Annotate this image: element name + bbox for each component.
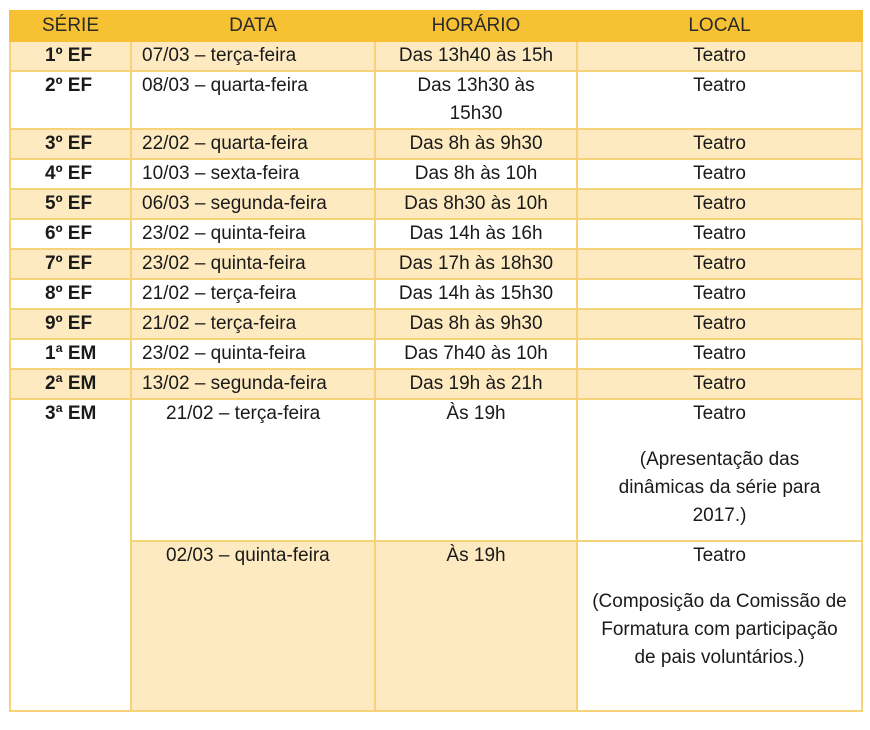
table-row-3em-second	[10, 541, 862, 711]
cell-horario: Às 19h	[375, 541, 577, 711]
cell-local: Teatro	[577, 279, 862, 309]
local-label: Teatro	[693, 403, 746, 424]
cell-data: 07/03 – terça-feira	[131, 41, 375, 71]
cell-local: Teatro	[577, 219, 862, 249]
cell-local: Teatro	[577, 309, 862, 339]
cell-serie: 6º EF	[10, 219, 131, 249]
cell-local: Teatro	[577, 249, 862, 279]
table-row-3em-first	[10, 399, 862, 541]
cell-data: 21/02 – terça-feira	[131, 279, 375, 309]
cell-horario: Das 8h às 9h30	[375, 129, 577, 159]
table-row	[10, 339, 862, 369]
cell-horario: Das 13h40 às 15h	[375, 41, 577, 71]
cell-serie: 8º EF	[10, 279, 131, 309]
table-row	[10, 189, 862, 219]
cell-data: 22/02 – quarta-feira	[131, 129, 375, 159]
cell-local: Teatro	[577, 41, 862, 71]
cell-serie: 2º EF	[10, 71, 131, 129]
cell-serie: 9º EF	[10, 309, 131, 339]
table-row	[10, 129, 862, 159]
event-note: (Composição da Comissão de Formatura com participação de pais voluntários.)	[592, 591, 847, 668]
cell-horario: Das 13h30 às 15h30	[375, 71, 577, 129]
cell-serie: 5º EF	[10, 189, 131, 219]
cell-data: 10/03 – sexta-feira	[131, 159, 375, 189]
cell-data: 06/03 – segunda-feira	[131, 189, 375, 219]
header-horario: HORÁRIO	[375, 11, 577, 41]
table-row	[10, 279, 862, 309]
header-local: LOCAL	[577, 11, 862, 41]
schedule-table-container	[9, 10, 861, 712]
cell-serie: 2ª EM	[10, 369, 131, 399]
cell-horario: Das 8h às 9h30	[375, 309, 577, 339]
cell-horario: Das 19h às 21h	[375, 369, 577, 399]
cell-local: Teatro	[577, 159, 862, 189]
schedule-table	[9, 10, 863, 712]
cell-local: Teatro	[577, 71, 862, 129]
cell-data: 21/02 – terça-feira	[131, 399, 375, 541]
cell-local: Teatro	[577, 129, 862, 159]
cell-serie: 3º EF	[10, 129, 131, 159]
table-row	[10, 159, 862, 189]
header-serie: SÉRIE	[10, 11, 131, 41]
table-row	[10, 309, 862, 339]
event-note: (Apresentação das dinâmicas da série para 2017.)	[618, 449, 821, 526]
cell-horario: Das 14h às 15h30	[375, 279, 577, 309]
cell-data: 08/03 – quarta-feira	[131, 71, 375, 129]
cell-horario: Às 19h	[375, 399, 577, 541]
cell-serie: 1º EF	[10, 41, 131, 71]
cell-horario: Das 8h30 às 10h	[375, 189, 577, 219]
cell-data: 02/03 – quinta-feira	[131, 541, 375, 711]
cell-serie: 3ª EM	[10, 399, 131, 711]
cell-horario: Das 14h às 16h	[375, 219, 577, 249]
header-data: DATA	[131, 11, 375, 41]
table-row	[10, 41, 862, 71]
cell-horario: Das 17h às 18h30	[375, 249, 577, 279]
cell-serie: 1ª EM	[10, 339, 131, 369]
cell-data: 21/02 – terça-feira	[131, 309, 375, 339]
cell-data: 23/02 – quinta-feira	[131, 249, 375, 279]
table-row	[10, 219, 862, 249]
cell-serie: 4º EF	[10, 159, 131, 189]
cell-local: Teatro	[577, 339, 862, 369]
cell-data: 23/02 – quinta-feira	[131, 219, 375, 249]
table-row	[10, 71, 862, 129]
cell-local	[577, 399, 862, 541]
table-row	[10, 369, 862, 399]
cell-local: Teatro	[577, 369, 862, 399]
cell-data: 13/02 – segunda-feira	[131, 369, 375, 399]
local-label: Teatro	[693, 545, 746, 566]
cell-data: 23/02 – quinta-feira	[131, 339, 375, 369]
header-row	[10, 11, 862, 41]
cell-horario: Das 8h às 10h	[375, 159, 577, 189]
cell-local: Teatro	[577, 189, 862, 219]
table-row	[10, 249, 862, 279]
cell-horario: Das 7h40 às 10h	[375, 339, 577, 369]
cell-serie: 7º EF	[10, 249, 131, 279]
cell-local	[577, 541, 862, 711]
